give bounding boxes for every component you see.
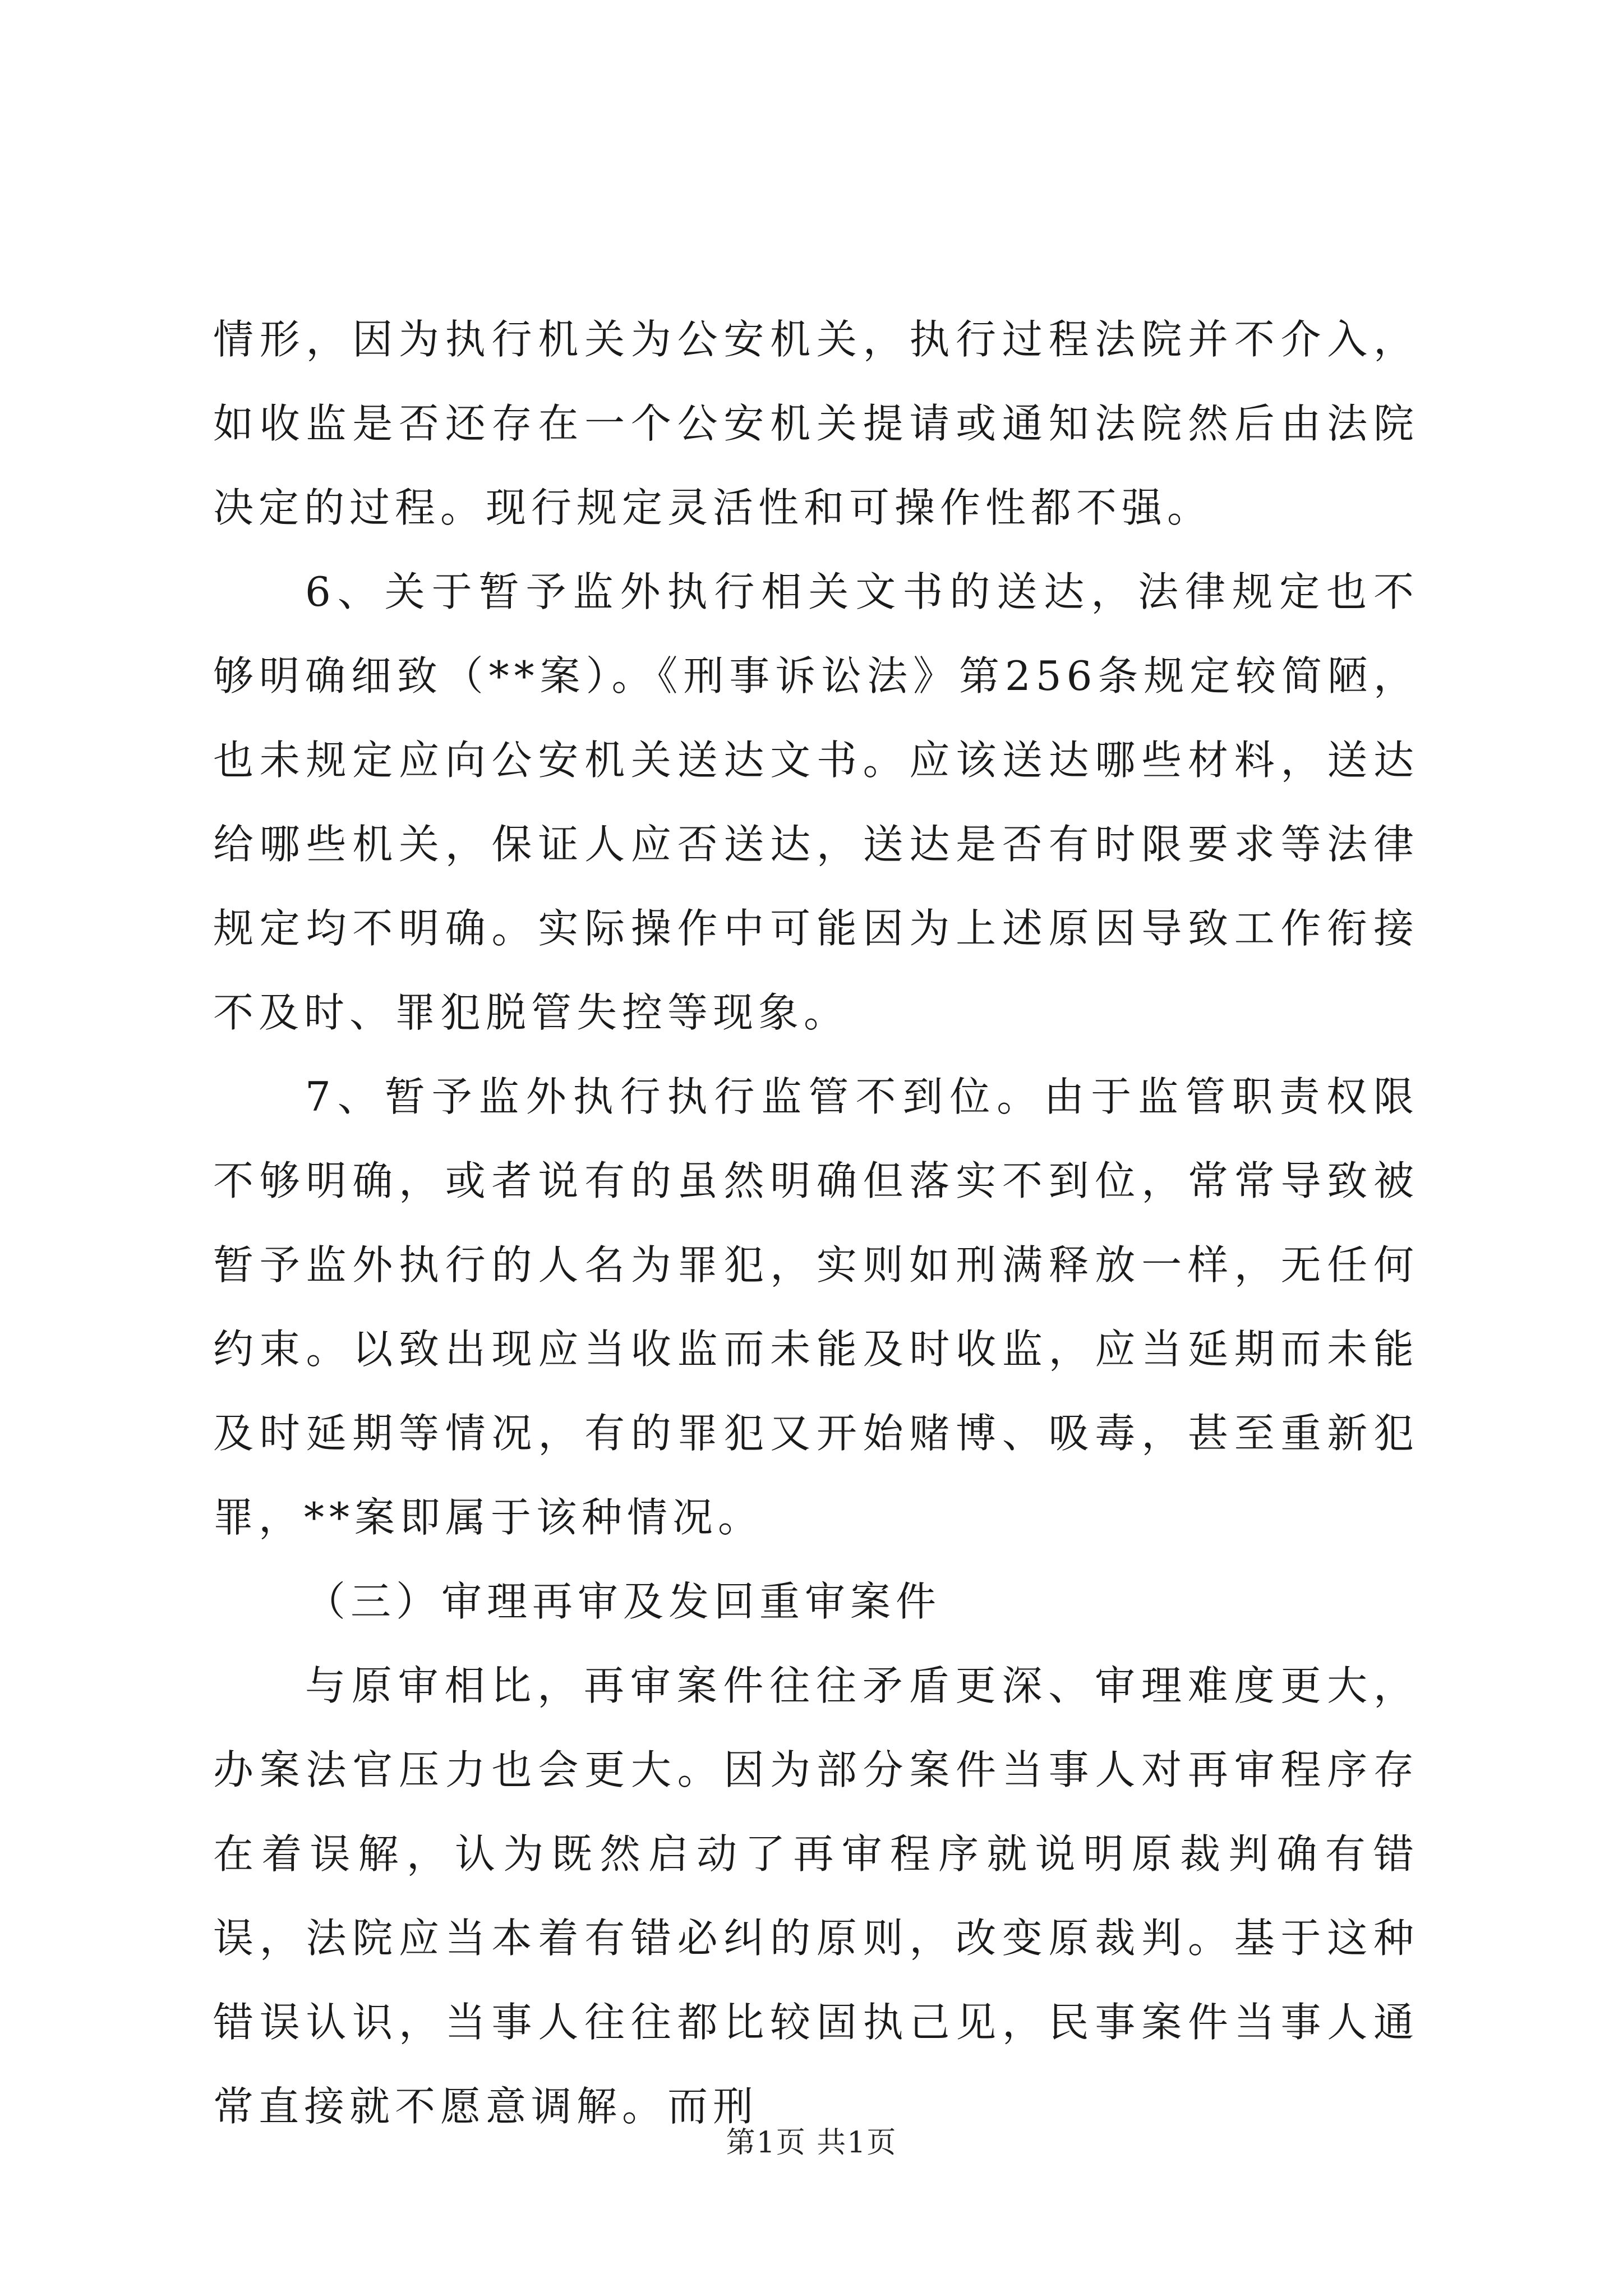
paragraph-item-6: 6、关于暂予监外执行相关文书的送达，法律规定也不够明确细致（**案）。《刑事诉讼法》第256条规定较简陋，也未规定应向公安机关送达文书。应该送达哪些材料，送达给哪些机关，保证人应否送达，送达是否有时限要求等法律规定均不明确。实际操作中可能因为上述原因导致工作衔接不及时、罪犯脱管失控等现象。 xyxy=(213,568,1419,1036)
section-heading: （三）审理再审及发回重审案件 xyxy=(305,1578,942,1625)
paragraph-retrial: 与原审相比，再审案件往往矛盾更深、审理难度更大，办案法官压力也会更大。因为部分案件当事人对再审程序存在着误解，认为既然启动了再审程序就说明原裁判确有错误，法院应当本着有错必纠的原则，改变原裁判。基于这种错误认识，当事人往往都比较固执己见，民事案件当事人通常直接就不愿意调解。而刑 xyxy=(213,1662,1419,2130)
page-footer: 第1页 共1页 xyxy=(726,2126,897,2160)
paragraph-item-7: 7、暂予监外执行执行监管不到位。由于监管职责权限不够明确，或者说有的虽然明确但落实不到位，常常导致被暂予监外执行的人名为罪犯，实则如刑满释放一样，无任何约束。以致出现应当收监而未能及时收监，应当延期而未能及时延期等情况，有的罪犯又开始赌博、吸毒，甚至重新犯罪，**案即属于该种情况。 xyxy=(213,1073,1419,1541)
paragraph-continuation: 情形，因为执行机关为公安机关，执行过程法院并不介入，如收监是否还存在一个公安机关提请或通知法院然后由法院决定的过程。现行规定灵活性和可操作性都不强。 xyxy=(213,316,1419,531)
document-body xyxy=(213,297,1419,2148)
